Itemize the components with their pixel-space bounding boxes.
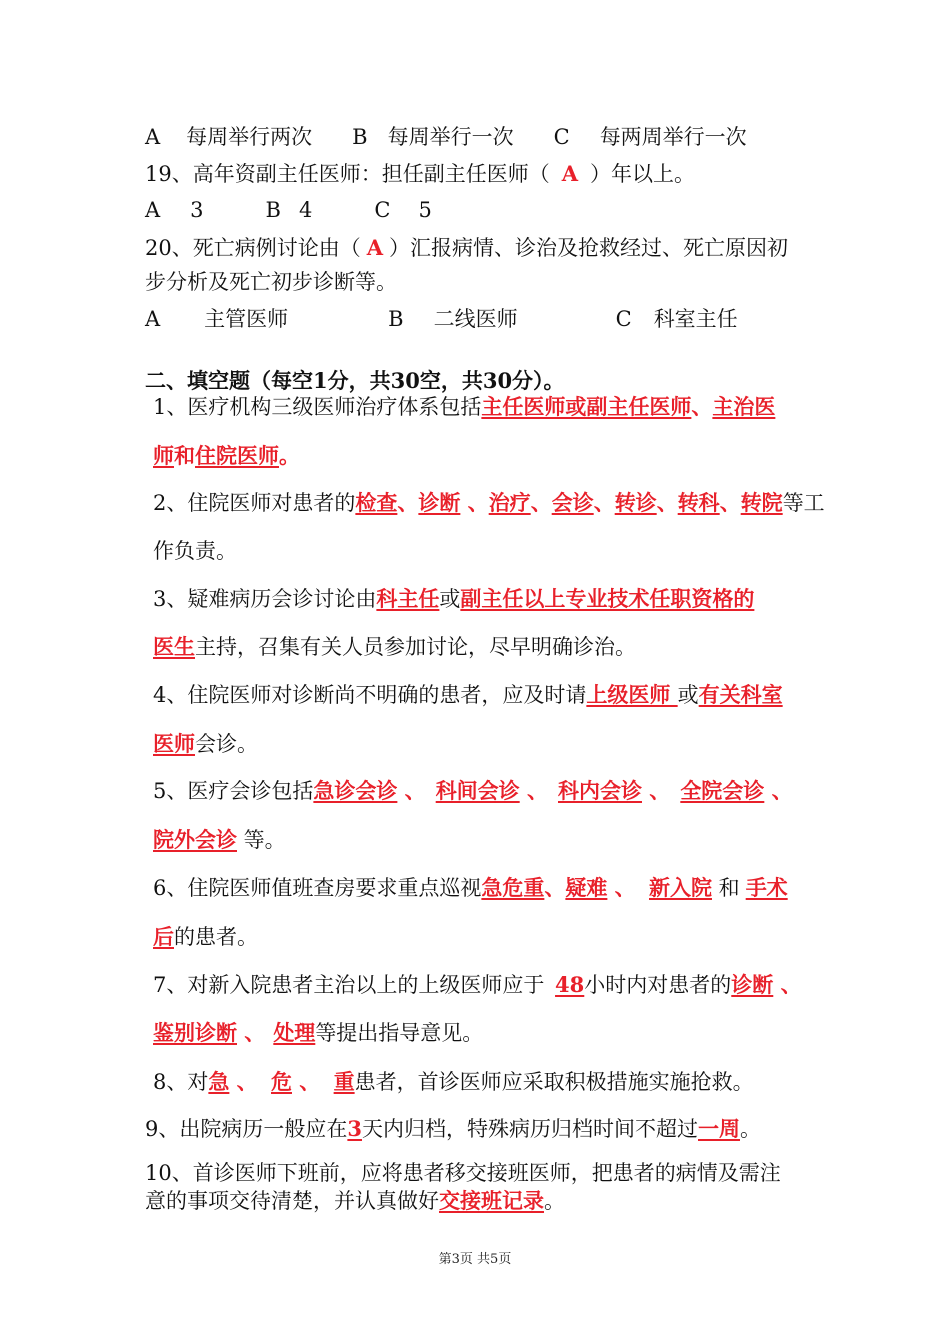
q19-answer: A — [561, 161, 579, 186]
fill-6: 6、住院医师值班查房要求重点巡视急危重、疑难 、 新入院 和 手术 — [153, 875, 788, 900]
q18-option-b-text: 每周举行一次 — [387, 125, 514, 149]
question-20: 20、死亡病例讨论由（ A ）汇报病情、诊治及抢救经过、死亡原因初 — [145, 235, 789, 260]
section-2-title: 二、填空题（每空1分，共30空，共30分）。 — [145, 368, 565, 393]
q20-answer: A — [366, 235, 384, 260]
fill-2-line2: 作负责。 — [153, 539, 237, 563]
fill-6-line2: 后的患者。 — [153, 924, 258, 949]
q18-option-c-letter: C — [553, 125, 570, 149]
fill-8: 8、对急 、 危 、 重患者，首诊医师应采取积极措施实施抢救。 — [153, 1069, 754, 1094]
fill-7-line2: 鉴别诊断 、 处理等提出指导意见。 — [153, 1020, 484, 1045]
fill-3: 3、疑难病历会诊讨论由科主任或副主任以上专业技术任职资格的 — [153, 586, 755, 611]
fill-10: 10、首诊医师下班前，应将患者移交接班医师，把患者的病情及需注 — [145, 1161, 781, 1185]
q18-options — [145, 127, 747, 148]
fill-1: 1、医疗机构三级医师治疗体系包括主任医师或副主任医师、主治医 — [153, 394, 776, 419]
fill-3-line2: 医生主持，召集有关人员参加讨论，尽早明确诊治。 — [153, 634, 636, 659]
q18-option-a-text: 每周举行两次 — [186, 125, 313, 149]
page-footer: 第3页 共5页 — [438, 1252, 512, 1267]
fill-4: 4、住院医师对诊断尚不明确的患者，应及时请上级医师 或有关科室 — [153, 682, 783, 707]
q19-options: A 3 B 4 C 5 — [145, 198, 432, 222]
fill-1-line2: 师和住院医师。 — [153, 443, 300, 468]
fill-5-line2: 院外会诊 等。 — [153, 827, 286, 852]
fill-1-answer-2: 主治医 — [712, 394, 776, 419]
fill-1-answer-3: 住院医师 — [195, 443, 279, 468]
q18-option-b-letter: B — [352, 125, 368, 149]
fill-5: 5、医疗会诊包括急诊会诊 、 科间会诊 、 科内会诊 、 全院会诊 、 — [153, 778, 793, 803]
fill-10-line2: 意的事项交待清楚，并认真做好交接班记录。 — [145, 1188, 565, 1213]
fill-1-answer-1: 主任医师或副主任医师 — [481, 394, 692, 419]
q18-option-c-text: 每两周举行一次 — [599, 125, 747, 149]
fill-7: 7、对新入院患者主治以上的上级医师应于 48小时内对患者的诊断 、 — [153, 972, 802, 997]
fill-9: 9、出院病历一般应在3天内归档，特殊病历归档时间不超过一周。 — [145, 1116, 761, 1141]
q20-options: A 主管医师 B 二线医师 C 科室主任 — [145, 307, 738, 331]
question-19: 19、高年资副主任医师：担任副主任医师（ A ）年以上。 — [145, 161, 696, 186]
fill-4-line2: 医师会诊。 — [153, 731, 258, 756]
q18-option-a-letter: A — [145, 125, 161, 149]
fill-2: 2、住院医师对患者的检查、诊断 、治疗、会诊、转诊、转科、转院等工 — [153, 490, 825, 515]
question-20-line2: 步分析及死亡初步诊断等。 — [145, 270, 397, 294]
